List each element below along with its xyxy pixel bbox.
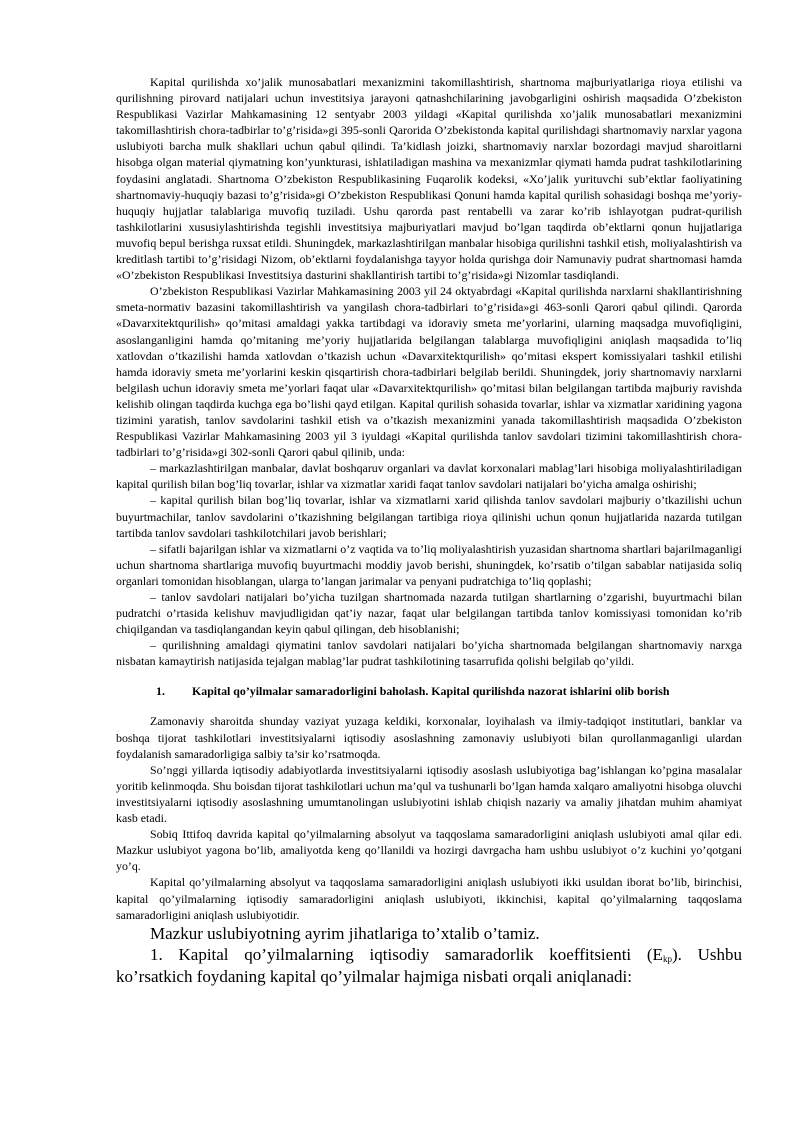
list-item: – sifatli bajarilgan ishlar va xizmatlarni o’z vaqtida va to’liq moliyalashtirish yuzasidan shartnoma shartlari bajarilmaganligi uchun shartnoma shartlariga muvofiq buyurtmachi moddiy javob berishi, shuningdek, ko’rsatib o’tilgan sabablar natijasida soliq organlari tomonidan hisoblangan, ularga to’langan jarimalar va penyani pudratchiga to’liq qoplashi; <box>116 541 742 588</box>
text-span: ). Ushbu ko’rsatkich foydaning kapital qo’yilmalar hajmiga nisbati orqali aniqlanadi: <box>116 945 742 986</box>
subscript: kp <box>662 954 672 965</box>
paragraph: Kapital qo’yilmalarning absolyut va taqqoslama samaradorligini aniqlash uslubiyoti ikki usuldan iborat bo’lib, birinchisi, kapital qo’yilmalarning iqtisodiy samaradorligini aniqlash uslubiyoti, ikkinchisi, kapital qo’yilmalarning taqqoslama samaradorligini aniqlash uslubiyotidir. <box>116 875 742 922</box>
large-text-block <box>116 923 742 988</box>
list-item: – tanlov savdolari natijalari bo’yicha tuzilgan shartnomada nazarda tutilgan shartlarning o’zgarishi, buyurtmachi bilan pudratchi o’rtasida kelishuv mavjudligidan qat’iy nazar, faqat ular belgilangan tartibda tanlov komissiyasi tomonidan ko’rib chiqilgandan va tasdiqlangandan keyin qabul qilingan, deb hisoblanishi; <box>116 590 742 637</box>
section-number: 1. <box>156 684 165 699</box>
paragraph: Mazkur uslubiyotning ayrim jihatlariga to’xtalib o’tamiz. <box>150 923 540 943</box>
paragraph: So’nggi yillarda iqtisodiy adabiyotlarda investitsiyalarni iqtisodiy asoslash uslubiyotiga bag’ishlangan ko’pgina masalalar yoritib kelinmoqda. Shu boisdan tijorat tashkilotlari uchun ma’qul va tushunarli bo’lgan hamda xalqaro amaliyotni hisobga oluvchi investitsiyalarni iqtisodiy asoslashning umumtanolingan uslubiyotini ishlab chiqish nazariy va amaliy jihatdan muhim ahamiyat kasb etadi. <box>116 762 742 826</box>
paragraph: Kapital qurilishda xo’jalik munosabatlari mexanizmini takomillashtirish, shartnoma majburiyatlariga rioya etilishi va qurilishning pirovard natijalari uchun investitsiya jarayoni qatnashchilarining javobgarligini oshirish maqsadida O’zbekiston Respublikasi Vazirlar Mahkamasining 12 sentyabr 2003 yildagi «Kapital qurilishda xo’jalik munosabatlari mexanizmini takomillashtirish chora-tadbirlar to’g’risida»gi 395-sonli Qarorida O’zbekistonda kapital qurilishdagi shartnomaviy narxlar yagona uslubiyoti barcha mulk shakllari uchun qabul qilindi. Ta’kidlash joizki, shartnomaviy narxlar bozordagi mavjud sharoitlarni hisobga olgan material qiymatning kon’yunkturasi, ishlatiladigan mashina va mexanizmlar qiymati hamda pudrat tashkilotlarining foydasini anglatadi. Shartnoma O’zbekiston Respublikasining Fuqarolik kodeksi, «Xo’jalik yurituvchi sub’ektlar faoliyatining shartnomaviy-huquqiy bazasi to’g’risida»gi O’zbekiston Respublikasi Qonuni hamda kapital qurilish sohasidagi boshqa me’yoriy-huquqiy hujjatlar talablariga muvofiq tuziladi. Ushu qarorda past rentabelli va zarar ko’rib ishlayotgan pudrat-qurilish tashkilotlarini xususiylashtirishda tegishli investitsiya majburiyatlari mavjud bo’lgan taqdirda ob’ektlarni qonun hujjatlariga muvofiq bepul berishga ruxsat etildi. Shuningdek, markazlashtirilgan manbalar hisobiga qurilishni tashkil etish, moliyalashtirish va kreditlash tartibi to’g’risidagi Nizom, ob’ektlarni foydalanishga tayyor holda qurishga doir Namunaviy pudrat shartnomasi hamda «O’zbekiston Respublikasi Investitsiya dasturini shakllantirish tartibi to’g’risida»gi Nizomlar tasdiqlandi. <box>116 75 742 283</box>
list-item: – qurilishning amaldagi qiymatini tanlov savdolari natijalari bo’yicha shartnomada belgilangan shartnomaviy narxga nisbatan kamaytirish natijasida tejalgan mablag’lar pudrat tashkilotining tasarrufida qolishi belgilab qo’yildi. <box>116 638 742 669</box>
paragraph: Sobiq Ittifoq davrida kapital qo’yilmalarning absolyut va taqqoslama samaradorligini aniqlash uslubiyoti amal qilar edi. Mazkur uslubiyot yagona bo’lib, amaliyotda keng qo’llanildi va hozirgi davrgacha ham ushbu uslubiyot o’z kuchini yo’qotgani yo’q. <box>116 827 742 874</box>
text-span: 1. Kapital qo’yilmalarning iqtisodiy samaradorlik koeffitsienti (E <box>150 945 663 965</box>
paragraph: Zamonaviy sharoitda shunday vaziyat yuzaga keldiki, korxonalar, loyihalash va ilmiy-tadqiqot institutlari, banklar va boshqa tijorat tashkilotlari investitsiyalarni iqtisodiy asoslashning zamonaviy uslubiyoti bilan qurollanmaganligi ulardan foydalanish samaradorligiga salbiy ta’sir ko’rsatmoqda. <box>116 714 742 761</box>
list-item: – markazlashtirilgan manbalar, davlat boshqaruv organlari va davlat korxonalari mablag’lari hisobiga moliyalashtiriladigan kapital qurilish bilan bog’liq tovarlar, ishlar va xizmatlar xaridi faqat tanlov savdolari natijalari bo’yicha amalga oshirishi; <box>116 461 742 492</box>
paragraph: O’zbekiston Respublikasi Vazirlar Mahkamasining 2003 yil 24 oktyabrdagi «Kapital qurilishda narxlarni shakllantirishning smeta-normativ bazasini takomillashtirish va yangilash chora-tadbirlari to’g’risida»gi 463-sonli Qarori qabul qilindi. Qarorda «Davarxitektqurilish» qo’mitasi amaldagi yakka tartibdagi va idoraviy smeta me’yorlarini, ularning maqsadga muvofiqligini, asoslanganligini hamda qo’mitaning me’yoriy hujjatlarida belgilangan talablarga muvofiqligini aniqlash maqsadida to’liq xatlovdan o’tkazilishi hamda xatlovdan o’tkazish uchun «Davarxitektqurilish» qo’mitasi ekspert komissiyalari tashkil etilishi hamda idoraviy smeta me’yorlarini keskin qisqartirish chora-tadbirlari belgilab berildi. Shuningdek, joriy shartnomaviy narxlarni belgilash uchun idoraviy smeta me’yorlari faqat ular «Davarxitektqurilish» qo’mitasi bilan belgilangan tartibda majburiy ravishda kelishib olingan taqdirda kuchga ega bo’lishi qayd etilgan. Kapital qurilish sohasida tovarlar, ishlar va xizmatlar xaridining yagona tizimini yaratish, tanlov savdolarini tashkil etish va o’tkazish mexanizmini yanada takomillashtirish maqsadida O’zbekiston Respublikasi Vazirlar Mahkamasining 2003 yil 3 iyuldagi «Kapital qurilishda tanlov savdolari tizimini takomillashtirish chora-tadbirlari to’g’risida»gi 302-sonli Qarori qabul qilinib, unda: <box>116 284 742 460</box>
section-heading <box>116 683 742 699</box>
document-page <box>116 74 742 987</box>
paragraph-formula-intro <box>116 944 742 987</box>
list-item: – kapital qurilish bilan bog’liq tovarlar, ishlar va xizmatlarni xarid qilishda tanlov savdolari majburiy o’tkazilishi uchun buyurtmachilar, tanlov savdolarini o’tkazishning belgilangan tartibiga rioya qilinishi uchun qonun hujjatlarida nazarda tutilgan tartibda tanlov savdolari tashkilotchilari javob berishlari; <box>116 493 742 540</box>
section-title: Kapital qo’yilmalar samaradorligini baholash. Kapital qurilishda nazorat ishlarini olib borish <box>192 684 670 699</box>
